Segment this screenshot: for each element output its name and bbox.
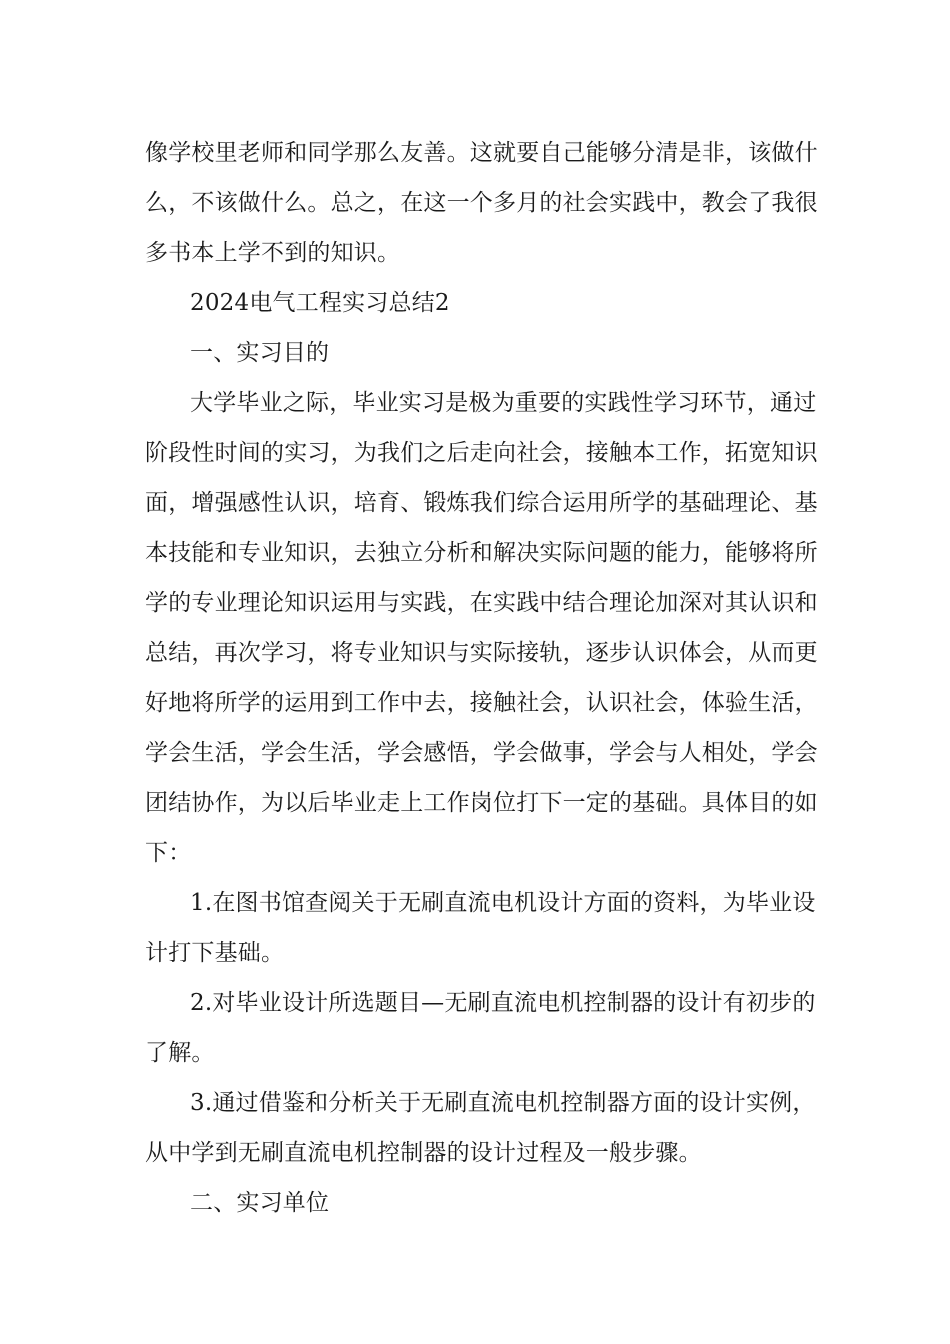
text-line: 面，增强感性认识，培育、锻炼我们综合运用所学的基础理论、基: [145, 490, 818, 516]
text-line: 像学校里老师和同学那么友善。这就要自己能够分清是非，该做什: [145, 140, 818, 166]
text-line: 多书本上学不到的知识。: [145, 240, 401, 266]
heading-purpose: 一、实习目的: [190, 340, 330, 366]
text-line: 团结协作，为以后毕业走上工作岗位打下一定的基础。具体目的如: [145, 790, 818, 816]
section-title: 2024电气工程实习总结2: [190, 290, 450, 316]
text-line: 了解。: [145, 1040, 215, 1066]
text-line: 好地将所学的运用到工作中去，接触社会，认识社会，体验生活，: [145, 690, 818, 716]
heading-internship-unit: 二、实习单位: [190, 1190, 330, 1216]
text-line: 本技能和专业知识，去独立分析和解决实际问题的能力，能够将所: [145, 540, 818, 566]
text-line: 总结，再次学习，将专业知识与实际接轨，逐步认识体会，从而更: [145, 640, 818, 666]
text-line: 么，不该做什么。总之，在这一个多月的社会实践中，教会了我很: [145, 190, 818, 216]
text-line: 3.通过借鉴和分析关于无刷直流电机控制器方面的设计实例，: [190, 1090, 816, 1116]
text-line: 阶段性时间的实习，为我们之后走向社会，接触本工作，拓宽知识: [145, 440, 818, 466]
text-line: 学会生活，学会生活，学会感悟，学会做事，学会与人相处，学会: [145, 740, 818, 766]
text-line: 1.在图书馆查阅关于无刷直流电机设计方面的资料，为毕业设: [190, 890, 816, 916]
text-line: 下：: [145, 840, 192, 866]
text-line: 计打下基础。: [145, 940, 285, 966]
text-line: 大学毕业之际，毕业实习是极为重要的实践性学习环节，通过: [190, 390, 817, 416]
text-line: 从中学到无刷直流电机控制器的设计过程及一般步骤。: [145, 1140, 702, 1166]
text-line: 学的专业理论知识运用与实践，在实践中结合理论加深对其认识和: [145, 590, 818, 616]
text-line: 2.对毕业设计所选题目—无刷直流电机控制器的设计有初步的: [190, 990, 816, 1016]
